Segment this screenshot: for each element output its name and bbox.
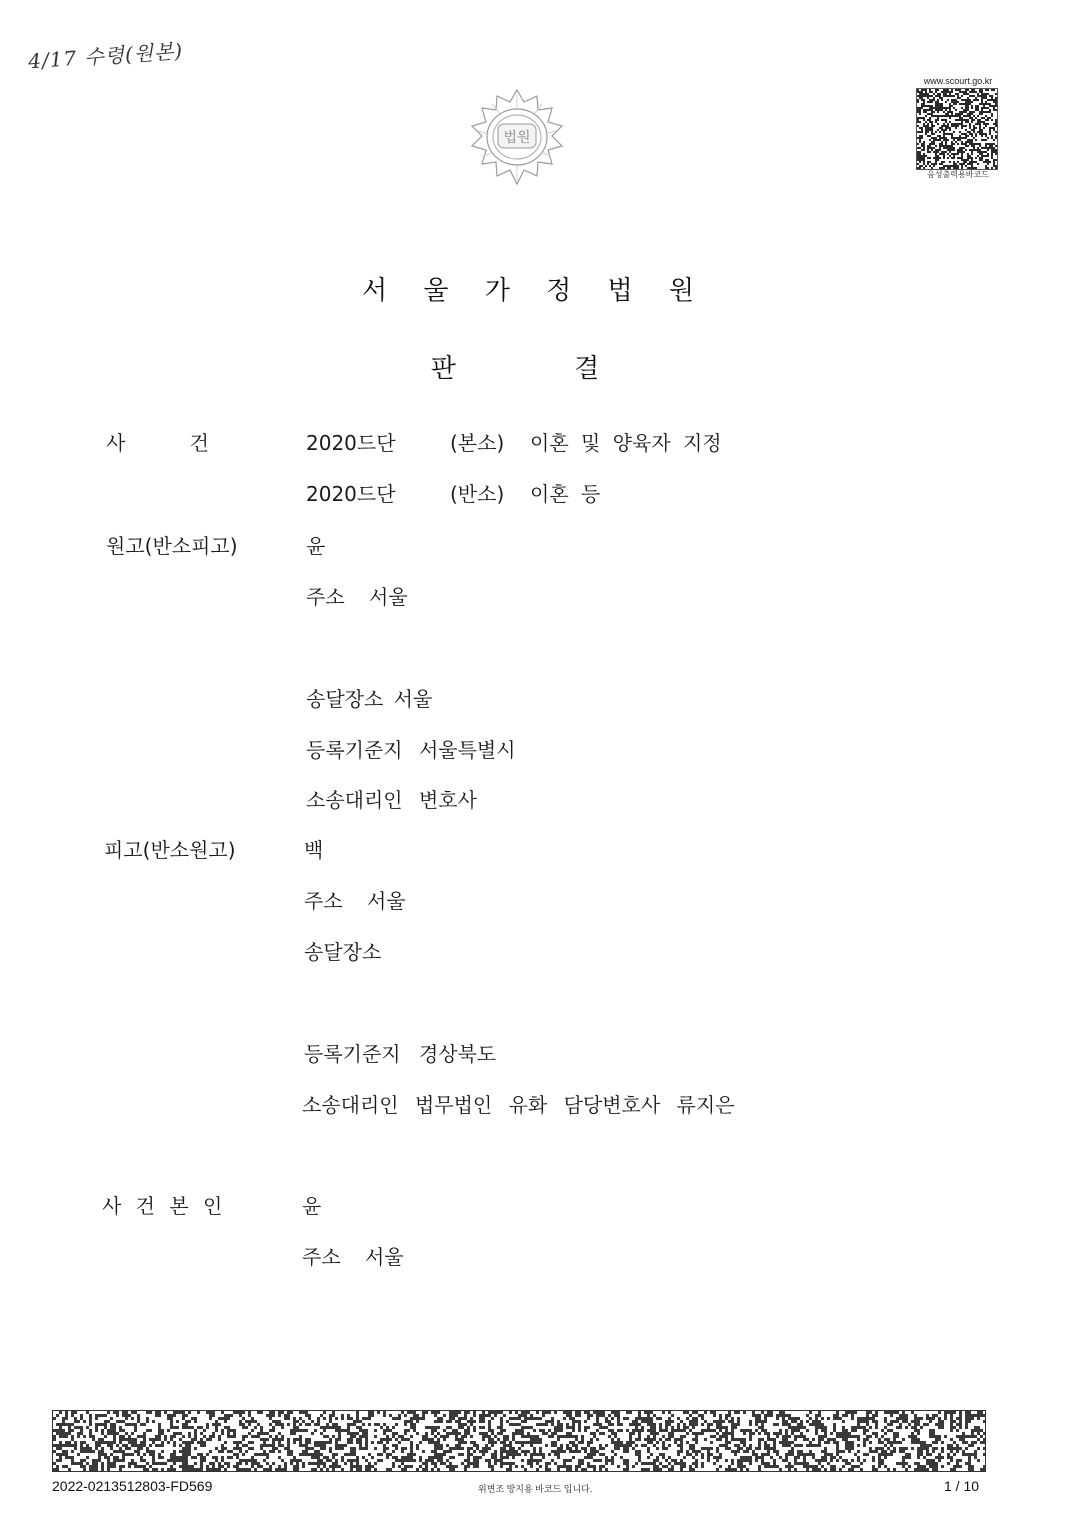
- case-number-1: 2020드단: [306, 431, 396, 455]
- qr-caption: 음성출력용바코드: [927, 170, 989, 179]
- document-title: 판 결: [430, 354, 600, 384]
- anti-forgery-barcode-icon: [52, 1410, 986, 1472]
- plaintiff-name: 윤: [306, 534, 326, 558]
- barcode-notice: 위변조 방지용 바코드 입니다.: [478, 1484, 593, 1494]
- case-label: 사 건: [106, 431, 209, 455]
- plaintiff-attorney: 소송대리인 변호사: [306, 788, 477, 812]
- page-number: 1 / 10: [944, 1478, 980, 1494]
- principal-address: 주소 서울: [302, 1245, 404, 1269]
- plaintiff-registration: 등록기준지 서울특별시: [306, 738, 516, 762]
- case-type-1: (본소): [450, 431, 505, 455]
- case-number-2: 2020드단: [306, 482, 396, 506]
- plaintiff-service-address: 송달장소 서울: [306, 687, 433, 711]
- defendant-address: 주소 서울: [304, 889, 406, 913]
- qr-code-icon: [916, 88, 998, 170]
- defendant-service-address: 송달장소: [304, 940, 382, 964]
- court-seal-emblem: [462, 86, 572, 190]
- defendant-name: 백: [304, 838, 324, 862]
- case-description-2: 이혼 등: [530, 482, 601, 506]
- defendant-label: 피고(반소원고): [104, 838, 236, 862]
- case-description-1: 이혼 및 양육자 지정: [530, 431, 722, 455]
- court-name: 서 울 가 정 법 원: [361, 276, 709, 306]
- qr-url: www.scourt.go.kr: [923, 76, 993, 86]
- principal-name: 윤: [302, 1194, 322, 1218]
- handwritten-note: 4/17 수령(원본): [27, 38, 184, 74]
- seal-text: 법원: [503, 130, 531, 146]
- defendant-registration: 등록기준지 경상북도: [304, 1042, 497, 1066]
- defendant-attorney: 소송대리인 법무법인 유화 담당변호사 류지은: [302, 1093, 735, 1117]
- document-id: 2022-0213512803-FD569: [52, 1478, 213, 1494]
- plaintiff-address: 주소 서울: [306, 585, 408, 609]
- case-type-2: (반소): [450, 482, 505, 506]
- principal-label: 사 건 본 인: [102, 1194, 223, 1218]
- plaintiff-label: 원고(반소피고): [106, 534, 238, 558]
